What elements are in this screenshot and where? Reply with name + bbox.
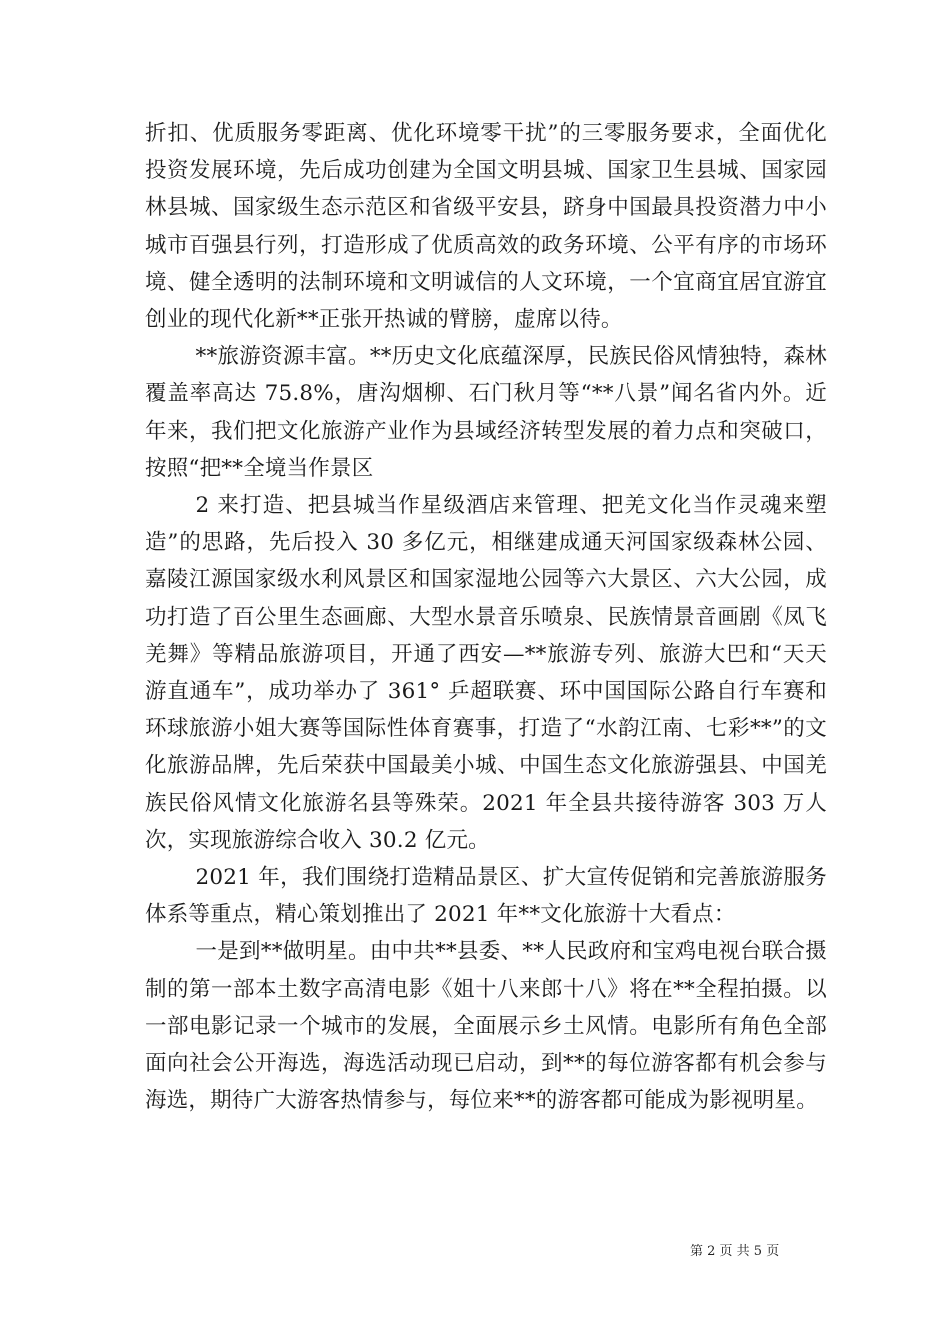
paragraph-tourism-resources: **旅游资源丰富。**历史文化底蕴深厚，民族民俗风情独特，森林覆盖率高达 75.8%，唐沟烟柳、石门秋月等“**八景”闻名省内外。近年来，我们把文化旅游产业作为县域经济转型发展的着力点和突破口，按照“把**全境当作景区: [145, 344, 827, 481]
page-number-footer: 第 2 页 共 5 页: [690, 1244, 780, 1259]
document-body: [145, 115, 827, 1119]
paragraph-highlight-one: 一是到**做明星。由中共**县委、**人民政府和宝鸡电视台联合摄制的第一部本土数字高清电影《姐十八来郎十八》将在**全程拍摄。以一部电影记录一个城市的发展，全面展示乡土风情。电影所有角色全部面向社会公开海选，海选活动现已启动，到**的每位游客都有机会参与海选，期待广大游客热情参与，每位来**的游客都可能成为影视明星。: [145, 939, 827, 1114]
paragraph-tourism-development: 2 来打造、把县城当作星级酒店来管理、把羌文化当作灵魂来塑造”的思路，先后投入 30 多亿元，相继建成通天河国家级森林公园、嘉陵江源国家级水利风景区和国家湿地公园等六大景区、六大公园，成功打造了百公里生态画廊、大型水景音乐喷泉、民族情景音画剧《凤飞羌舞》等精品旅游项目，开通了西安—**旅游专列、旅游大巴和“天天游直通车”，成功举办了 361° 乒超联赛、环中国国际公路自行车赛和环球旅游小姐大赛等国际性体育赛事，打造了“水韵江南、七彩**”的文化旅游品牌，先后荣获中国最美小城、中国生态文化旅游强县、中国羌族民俗风情文化旅游名县等殊荣。2021 年全县共接待游客 303 万人次，实现旅游综合收入 30.2 亿元。: [145, 493, 827, 853]
paragraph-continuation: 折扣、优质服务零距离、优化环境零干扰”的三零服务要求，全面优化投资发展环境，先后成功创建为全国文明县城、国家卫生县城、国家园林县城、国家级生态示范区和省级平安县，跻身中国最具投资潜力中小城市百强县行列，打造形成了优质高效的政务环境、公平有序的市场环境、健全透明的法制环境和文明诚信的人文环境，一个宜商宜居宜游宜创业的现代化新**正张开热诚的臂膀，虚席以待。: [145, 121, 827, 333]
paragraph-2021-highlights-intro: 2021 年，我们围绕打造精品景区、扩大宣传促销和完善旅游服务体系等重点，精心策划推出了 2021 年**文化旅游十大看点：: [145, 865, 827, 928]
